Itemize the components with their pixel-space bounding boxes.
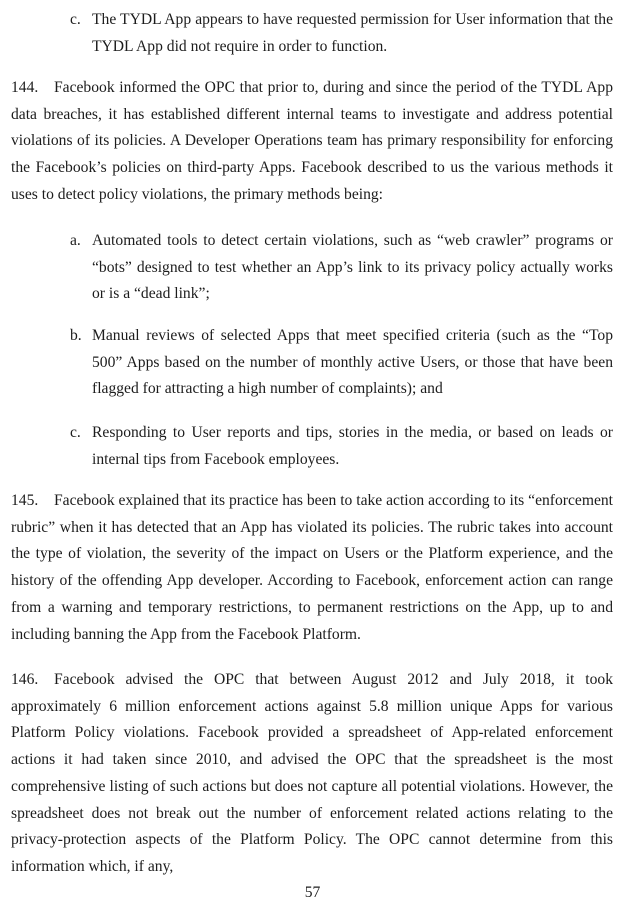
list-marker: b. xyxy=(70,327,82,344)
list-marker: a. xyxy=(70,232,81,249)
list-item-text: Responding to User reports and tips, stories in the media, or based on leads or internal tips from Facebook employees. xyxy=(92,424,613,468)
list-marker: c. xyxy=(70,424,81,441)
list-marker: c. xyxy=(70,11,81,28)
list-item-text: Manual reviews of selected Apps that meet specified criteria (such as the “Top 500” Apps based on the number of monthly active Users, or those that have been flagged for attracting a high number of complaints); and xyxy=(92,327,613,398)
paragraph-number: 145. xyxy=(11,492,39,509)
list-item-c-user-reports xyxy=(70,420,613,473)
paragraph-text: Facebook advised the OPC that between August 2012 and July 2018, it took approximately 6 million enforcement actions against 5.8 million unique Apps for various Platform Policy violations. Facebook provided a spreadsheet of App-related enforcement actions it had taken since 2010, and advised the OPC that the spreadsheet is the most comprehensive listing of such actions but does not capture all potential violations. However, the spreadsheet does not break out the number of enforcement related actions relating to the privacy-protection aspects of the Platform Policy. The OPC cannot determine from this information which, if any, xyxy=(11,671,613,875)
list-item-c-tydl-permission xyxy=(70,7,613,60)
paragraph-145 xyxy=(11,488,613,648)
page-number: 57 xyxy=(304,884,321,901)
list-item-a-automated-tools xyxy=(70,228,613,308)
paragraph-text: Facebook informed the OPC that prior to, during and since the period of the TYDL App data breaches, it has established different internal teams to investigate and address potential violations of its policies. A Developer Operations team has primary responsibility for enforcing the Facebook’s policies on third-party Apps. Facebook described to us the various methods it uses to detect policy violations, the primary methods being: xyxy=(11,79,613,203)
paragraph-number: 146. xyxy=(11,671,39,688)
paragraph-146 xyxy=(11,667,613,881)
list-item-text: Automated tools to detect certain violations, such as “web crawler” programs or “bots” designed to test whether an App’s link to its privacy policy actually works or is a “dead link”; xyxy=(92,232,613,303)
paragraph-144 xyxy=(11,75,613,209)
list-item-text: The TYDL App appears to have requested permission for User information that the TYDL App did not require in order to function. xyxy=(92,11,613,55)
list-item-b-manual-reviews xyxy=(70,323,613,403)
paragraph-text: Facebook explained that its practice has been to take action according to its “enforcement rubric” when it has detected that an App has violated its policies. The rubric takes into account the type of violation, the severity of the impact on Users or the Platform experience, and the history of the offending App developer. According to Facebook, enforcement action can range from a warning and temporary restrictions, to permanent restrictions on the App, up to and including banning the App from the Facebook Platform. xyxy=(11,492,613,643)
paragraph-number: 144. xyxy=(11,79,39,96)
